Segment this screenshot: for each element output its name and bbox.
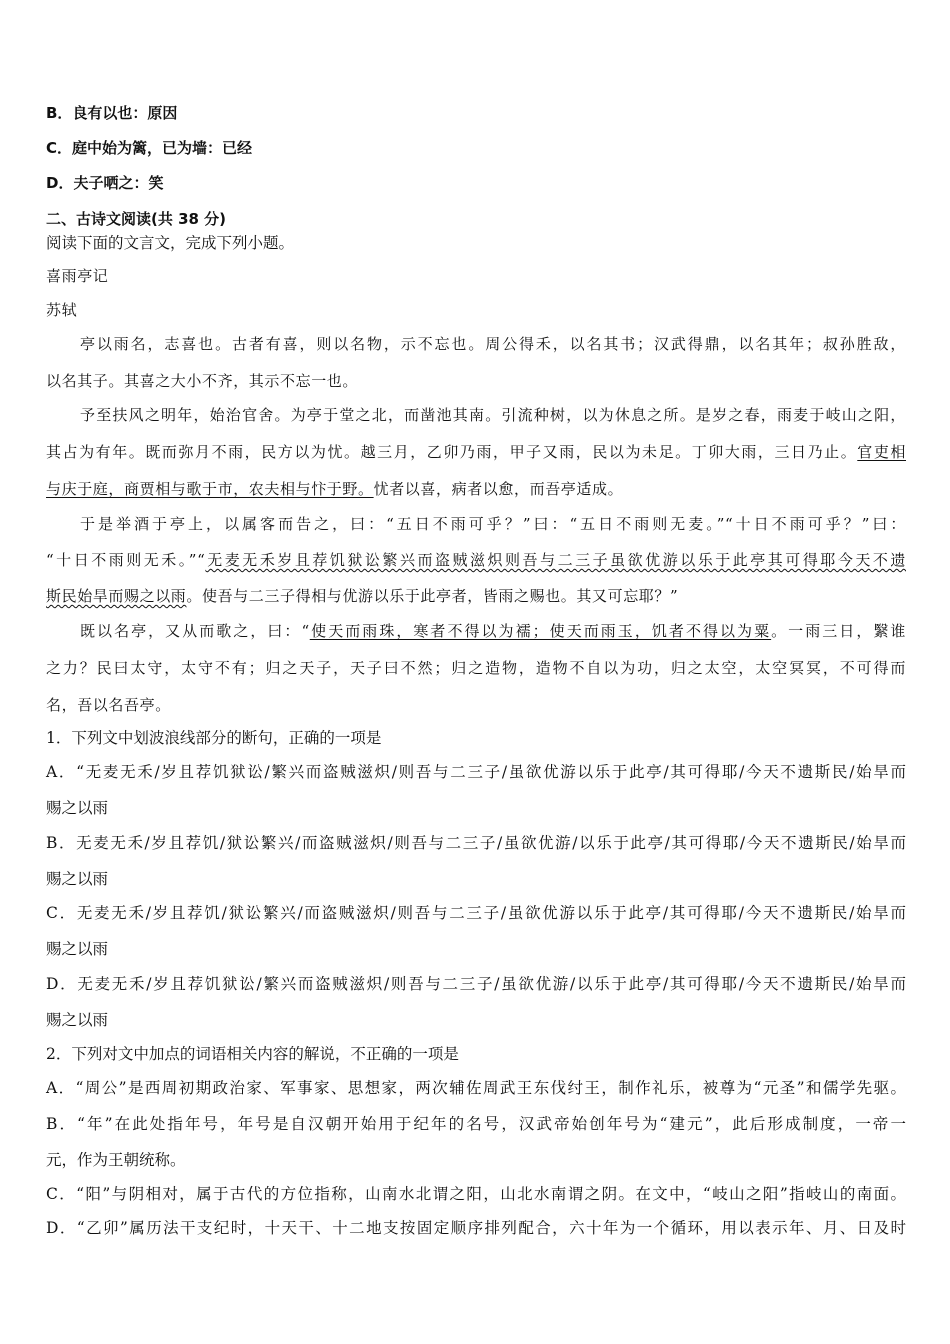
- paragraph-3-text: “十日不雨则无禾。”“: [46, 551, 206, 569]
- paragraph-2-text-end: 忧者以喜，病者以愈，而吾亭适成。: [373, 480, 624, 498]
- passage-author: 苏轼: [46, 301, 78, 319]
- paragraph-2-line-1: 予至扶风之明年，始治官舍。为亭于堂之北，而凿池其南。引流种树，以为休息之所。是岁之春，雨麦于岐山之阳，: [80, 406, 906, 424]
- paragraph-1-line-1: 亭以雨名，志喜也。古者有喜，则以名物，示不忘也。周公得禾，以名其书；汉武得鼎，以名其年；叔孙胜敌，: [80, 335, 906, 353]
- question-1-stem: 1．下列文中划波浪线部分的断句，正确的一项是: [46, 729, 382, 747]
- question-2-option-d: D．“乙卯”属历法干支纪时，十天干、十二地支按固定顺序排列配合，六十年为一个循环，用以表示年、月、日及时: [46, 1219, 906, 1237]
- question-1-option-c-cont: 赐之以雨: [46, 940, 109, 958]
- question-1-option-b: B．无麦无禾/岁且荐饥/狱讼繁兴/而盗贼滋炽/则吾与二三子/虽欲优游/以乐于此亭/其可得耶/今天不遗斯民/始旱而: [46, 834, 906, 852]
- question-1-option-a: A．“无麦无禾/岁且荐饥狱讼/繁兴而盗贼滋炽/则吾与二三子/虽欲优游以乐于此亭/其可得耶/今天不遗斯民/始旱而: [46, 763, 906, 781]
- paragraph-2-text: 其占为有年。既而弥月不雨，民方以为忧。越三月，乙卯乃雨，甲子又雨，民以为未足。丁卯大雨，三日乃止。: [46, 443, 858, 461]
- question-2-option-b-cont: 元，作为王朝统称。: [46, 1151, 186, 1169]
- question-2-option-b: B．“年”在此处指年号，年号是自汉朝开始用于纪年的名号，汉武帝始创年号为“建元”，此后形成制度，一帝一: [46, 1115, 906, 1133]
- question-1-option-b-cont: 赐之以雨: [46, 870, 109, 888]
- question-2-option-c: C．“阳”与阴相对，属于古代的方位指称，山南水北谓之阳，山北水南谓之阴。在文中，“岐山之阳”指岐山的南面。: [46, 1185, 906, 1203]
- paragraph-3-line-3: [46, 586, 678, 606]
- question-1-option-c: C．无麦无禾/岁且荐饥/狱讼繁兴/而盗贼滋炽/则吾与二三子/虽欲优游以乐于此亭/其可得耶/今天不遗斯民/始旱而: [46, 904, 906, 922]
- wavy-underlined-passage: 无麦无禾岁且荐饥狱讼繁兴而盗贼滋炽则吾与二三子虽欲优游以乐于此亭其可得耶今天不遗: [205, 551, 906, 569]
- paragraph-3-text-end: 。使吾与二三子得相与优游以乐于此亭者，皆雨之赐也。其又可忘耶？”: [186, 587, 679, 605]
- paragraph-3-line-2: [46, 550, 906, 570]
- paragraph-4-line-2: 之力？民曰太守，太守不有；归之天子，天子曰不然；归之造物，造物不自以为功，归之太空，太空冥冥，不可得而: [46, 659, 906, 677]
- question-1-option-d-cont: 赐之以雨: [46, 1011, 109, 1029]
- paragraph-2-line-2: [46, 442, 906, 462]
- option-b: B．良有以也：原因: [46, 104, 178, 122]
- passage-title: 喜雨亭记: [46, 267, 109, 285]
- underlined-phrase-cont: 与庆于庭，商贾相与歌于市，农夫相与忭于野。: [46, 480, 374, 498]
- option-d: D．夫子哂之：笑: [46, 174, 164, 192]
- paragraph-4-line-3: 名，吾以名吾亭。: [46, 696, 171, 714]
- paragraph-4-line-1: [80, 621, 906, 641]
- question-1-option-a-cont: 赐之以雨: [46, 799, 109, 817]
- underlined-phrase: 官吏相: [857, 443, 906, 461]
- question-1-option-d: D．无麦无禾/岁且荐饥狱讼/繁兴而盗贼滋炽/则吾与二三子/虽欲优游/以乐于此亭/其可得耶/今天不遗斯民/始旱而: [46, 975, 906, 993]
- section-heading: 二、古诗文阅读(共 38 分): [46, 210, 227, 228]
- paragraph-2-line-3: [46, 479, 623, 499]
- paragraph-4-text: 既以名亭，又从而歌之，曰：“: [80, 622, 310, 640]
- paragraph-1-line-2: 以名其子。其喜之大小不齐，其示不忘一也。: [46, 372, 359, 390]
- paragraph-3-line-1: 于是举酒于亭上，以属客而告之，曰：“五日不雨可乎？”曰：“五日不雨则无麦。”“十日不雨可乎？”曰：: [80, 515, 906, 533]
- paragraph-4-text-cont: 。一雨三日，繄谁: [771, 622, 906, 640]
- wavy-underlined-passage-cont: 斯民始旱而赐之以雨: [46, 587, 187, 605]
- underlined-sentence: 使天而雨珠，寒者不得以为襦；使天而雨玉，饥者不得以为粟: [309, 622, 772, 640]
- question-2-stem: 2．下列对文中加点的词语相关内容的解说，不正确的一项是: [46, 1045, 459, 1063]
- question-2-option-a: A．“周公”是西周初期政治家、军事家、思想家，两次辅佐周武王东伐纣王，制作礼乐，被尊为“元圣”和儒学先驱。: [46, 1079, 906, 1097]
- option-c: C．庭中始为篱，已为墙：已经: [46, 139, 253, 157]
- section-instruction: 阅读下面的文言文，完成下列小题。: [46, 234, 295, 252]
